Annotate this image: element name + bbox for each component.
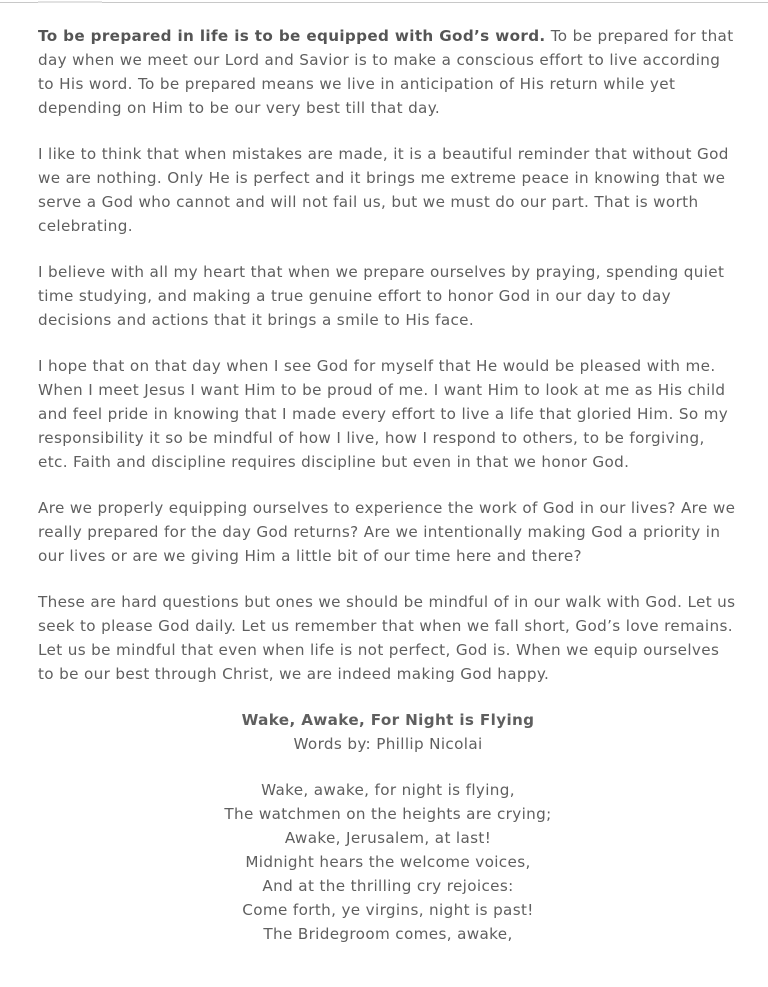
top-divider-accent	[38, 1, 102, 3]
hymn-title: Wake, Awake, For Night is Flying	[241, 711, 535, 729]
hymn-credit: Words by: Phillip Nicolai	[293, 735, 483, 753]
top-divider	[0, 2, 768, 3]
hymn-verse	[38, 778, 738, 946]
paragraph-mistakes: I like to think that when mistakes are made, it is a beautiful reminder that without God we are nothing. Only He is perfect and it brings me extreme peace in knowing that we serve a God who cannot and will not fail us, but we must do our part. That is worth celebrating.	[38, 145, 729, 235]
hymn-line: Come forth, ye virgins, night is past!	[242, 901, 534, 919]
paragraph-hard-questions: These are hard questions but ones we should be mindful of in our walk with God. Let us seek to please God daily. Let us remember that when we fall short, God’s love remains. Let us be mindful that even when life is not perfect, God is. When we equip ourselves to be our best through Christ, we are indeed making God happy.	[38, 593, 736, 683]
lead-paragraph	[38, 24, 738, 120]
paragraph-questions: Are we properly equipping ourselves to experience the work of God in our lives? Are we really prepared for the day God returns? Are we intentionally making God a priority in our lives or are we giving Him a little bit of our time here and there?	[38, 499, 736, 565]
hymn-line: Awake, Jerusalem, at last!	[284, 829, 492, 847]
lead-paragraph-text: To be prepared for that day when we meet our Lord and Savior is to make a conscious effort to live according to His word. To be prepared means we live in anticipation of His return while yet depending on Him to be our very best till that day.	[38, 27, 734, 117]
article-body	[38, 24, 738, 946]
paragraph-meet-jesus: I hope that on that day when I see God for myself that He would be pleased with me. When I meet Jesus I want Him to be proud of me. I want Him to look at me as His child and feel pride in knowing that I made every effort to live a life that gloried Him. So my responsibility it so be mindful of how I live, how I respond to others, to be forgiving, etc. Faith and discipline requires discipline but even in that we honor God.	[38, 357, 729, 471]
hymn-line: Midnight hears the welcome voices,	[245, 853, 531, 871]
hymn-line: Wake, awake, for night is flying,	[261, 781, 515, 799]
hymn-line: And at the thrilling cry rejoices:	[262, 877, 514, 895]
hymn-header	[38, 708, 738, 756]
paragraph-prepare: I believe with all my heart that when we prepare ourselves by praying, spending quiet time studying, and making a true genuine effort to honor God in our day to day decisions and actions that it brings a smile to His face.	[38, 263, 725, 329]
lead-bold-sentence: To be prepared in life is to be equipped with God’s word.	[38, 27, 546, 45]
hymn-line: The Bridegroom comes, awake,	[263, 925, 513, 943]
hymn-line: The watchmen on the heights are crying;	[224, 805, 552, 823]
